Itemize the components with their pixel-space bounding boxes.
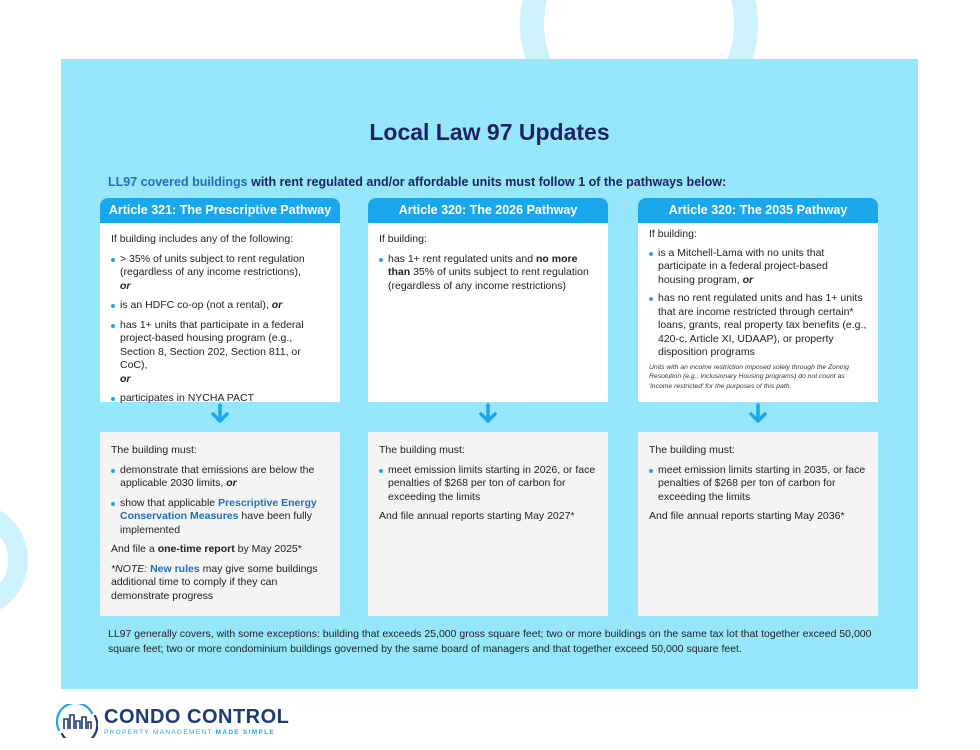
arrow-down-icon (746, 402, 770, 426)
pathway-conditions (100, 223, 340, 402)
logo-wordmark: CONDO CONTROL (104, 705, 290, 728)
requirements-2035 (638, 432, 878, 616)
subtitle (108, 175, 726, 189)
condition-item: > 35% of units subject to rent regulation (regardless of any income restrictions), or (111, 253, 329, 294)
pathway-header: Article 320: The 2026 Pathway (368, 198, 608, 223)
condition-item: has 1+ units that participate in a federal project-based housing program (e.g., Section 8, Section 202, Section 811, or CoC), or (111, 319, 329, 387)
coverage-footnote: LL97 generally covers, with some exceptions: building that exceeds 25,000 gross square feet; two or more buildings on the same tax lot that together exceed 50,000 square feet; two or more condominium buildings governed by the same board of managers and that together exceed 50,000 square feet. (108, 628, 872, 655)
logo-tagline: PROPERTY MANAGEMENT MADE SIMPLE (104, 728, 276, 736)
conditions-intro: If building: (379, 233, 427, 245)
subtitle-rest: with rent regulated and/or affordable units must follow 1 of the pathways below: (247, 175, 727, 189)
requirements-2026 (368, 432, 608, 616)
condition-item: is a Mitchell-Lama with no units that participate in a federal project-based housing program, or (649, 247, 867, 288)
requirement-item: meet emission limits starting in 2026, or face penalties of $268 per ton of carbon for exceeding the limits (379, 464, 597, 505)
pathway-header: Article 321: The Prescriptive Pathway (100, 198, 340, 223)
filing-requirement: And file annual reports starting May 2036* (649, 510, 845, 522)
pathway-2026 (368, 198, 608, 402)
requirement-item: meet emission limits starting in 2035, or face penalties of $268 per ton of carbon for exceeding the limits (649, 464, 867, 505)
conditions-intro: If building includes any of the following: (111, 233, 294, 245)
condition-item: is an HDFC co-op (not a rental), or (111, 299, 329, 313)
requirement-item: show that applicable Prescriptive Energy Conservation Measures have been fully implemented (111, 497, 329, 538)
conditions-intro: If building: (649, 228, 697, 240)
requirements-intro: The building must: (649, 444, 735, 456)
condition-item: has no rent regulated units and has 1+ units that are income restricted through certain* loans, grants, real property tax benefits (e.g., 420-c, Article XI, UDAAP), or property disposition programs (649, 292, 867, 360)
arrow-down-icon (208, 402, 232, 426)
condition-item: participates in NYCHA PACT (111, 392, 329, 406)
page-title: Local Law 97 Updates (369, 119, 610, 145)
requirements-prescriptive (100, 432, 340, 616)
filing-requirement: And file a one-time report by May 2025* (111, 543, 302, 555)
filing-requirement: And file annual reports starting May 2027* (379, 510, 575, 522)
company-logo (56, 704, 289, 738)
arrow-down-icon (476, 402, 500, 426)
pathway-header: Article 320: The 2035 Pathway (638, 198, 878, 223)
requirements-intro: The building must: (379, 444, 465, 456)
pathway-conditions (638, 223, 878, 402)
pathway-prescriptive (100, 198, 340, 402)
pathway-2035 (638, 198, 878, 402)
requirements-intro: The building must: (111, 444, 197, 456)
income-restriction-note: Units with an income restriction imposed solely through the Zoning Resolution (e.g., Inclusionary Housing programs) do not count as 'income restricted' for the purposes of this path. (649, 363, 849, 390)
condition-item: has 1+ rent regulated units and no more than 35% of units subject to rent regulation (regardless of any income restrictions) (379, 253, 597, 294)
requirement-item: demonstrate that emissions are below the applicable 2030 limits, or (111, 464, 329, 491)
building-logo-icon (56, 704, 98, 738)
decorative-ring-left (0, 502, 28, 618)
new-rules-note: *NOTE: New rules may give some buildings additional time to comply if they can demonstrate progress (111, 562, 318, 602)
subtitle-highlight: LL97 covered buildings (108, 175, 248, 189)
pathway-conditions (368, 223, 608, 402)
